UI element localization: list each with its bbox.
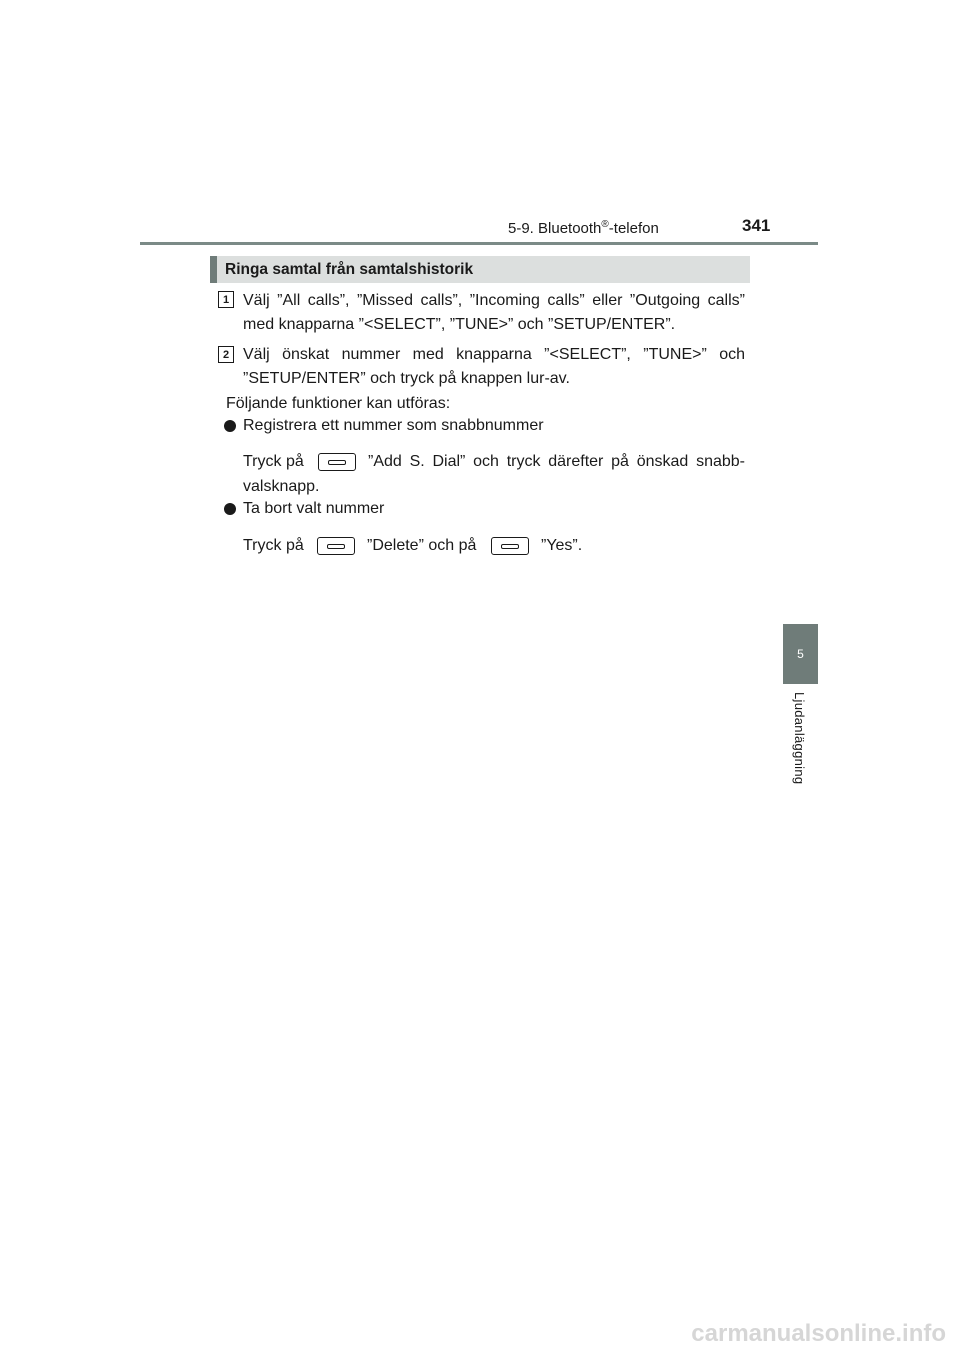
- step-2-line-2: ”SETUP/ENTER” och tryck på knappen lur-av.: [243, 370, 570, 387]
- bullet-1-text-before: Tryck på: [243, 453, 304, 470]
- bullet-1-title: Registrera ett nummer som snabbnummer: [243, 417, 544, 434]
- bullet-icon: [224, 420, 236, 432]
- step-1-line-1: Välj ”All calls”, ”Missed calls”, ”Incoming calls” eller ”Outgoing calls”: [243, 292, 745, 309]
- registered-mark: ®: [601, 219, 609, 230]
- bullet-2-text-after: ”Yes”.: [541, 537, 583, 554]
- step-1-line-2: med knapparna ”<SELECT”, ”TUNE>” och ”SETUP/ENTER”.: [243, 316, 676, 333]
- running-header-section: [508, 219, 659, 237]
- section-title-suffix: -telefon: [608, 220, 659, 237]
- step-number-2: 2: [218, 346, 234, 363]
- functions-intro: Följande funktioner kan utföras:: [226, 395, 451, 412]
- step-2-text: [243, 343, 745, 391]
- screen-button-icon: [317, 537, 355, 555]
- step-1-text: [243, 289, 745, 337]
- bullet-1-text-line2: valsknapp.: [243, 478, 320, 495]
- section-heading-text: Ringa samtal från samtalshistorik: [225, 260, 474, 278]
- watermark: carmanualsonline.info: [691, 1320, 946, 1347]
- bullet-1-text-after: ”Add S. Dial” och tryck därefter på önskad snabb-: [368, 453, 745, 470]
- screen-button-icon: [318, 453, 356, 471]
- bullet-icon: [224, 503, 236, 515]
- bullet-2-text-before: Tryck på: [243, 537, 304, 554]
- step-2-line-1: Välj önskat nummer med knapparna ”<SELECT”, ”TUNE>” och: [243, 346, 745, 363]
- step-number-1: 1: [218, 291, 234, 308]
- bullet-2-title: Ta bort valt nummer: [243, 500, 385, 517]
- section-title-prefix: 5-9. Bluetooth: [508, 220, 602, 237]
- bullet-2-text-middle: ”Delete” och på: [367, 537, 477, 554]
- page-number: 341: [742, 216, 771, 235]
- screen-button-icon: [491, 537, 529, 555]
- section-heading: [210, 256, 750, 283]
- chapter-tab: 5: [783, 624, 818, 684]
- header-divider: [140, 242, 818, 245]
- chapter-label: Ljudanläggning: [792, 692, 807, 785]
